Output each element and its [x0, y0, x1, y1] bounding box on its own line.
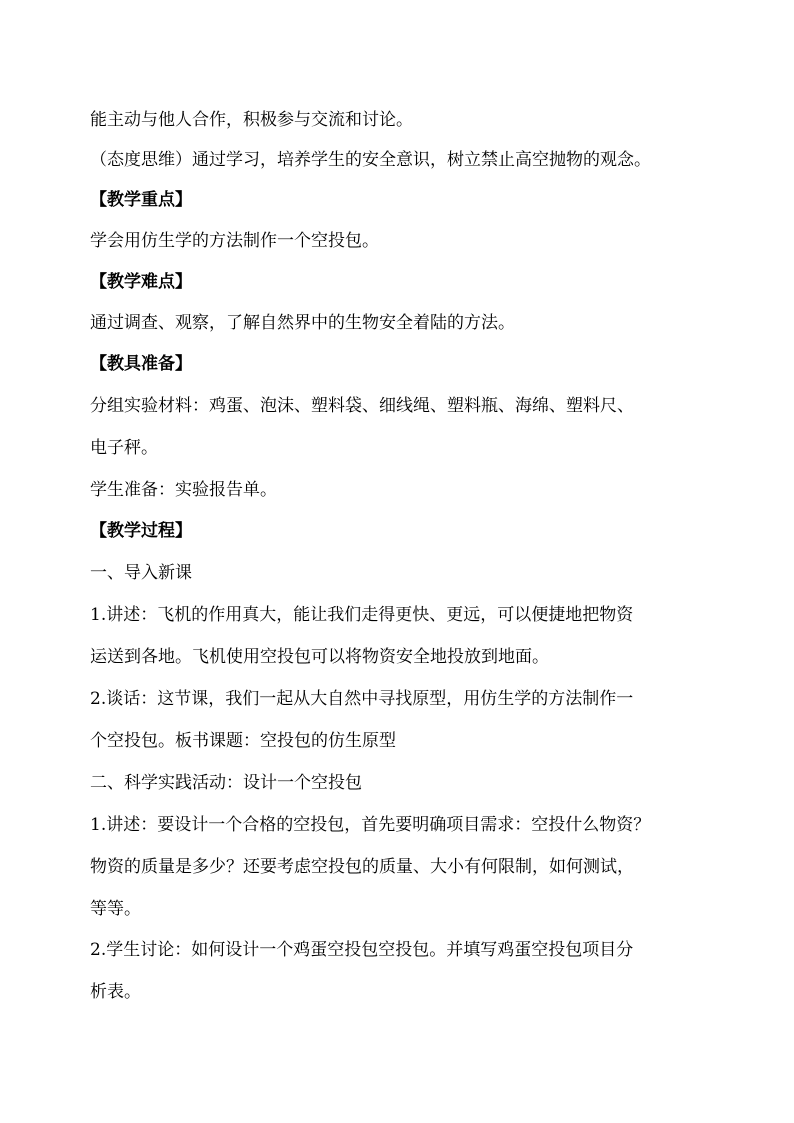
section-heading: 【教具准备】	[90, 354, 192, 374]
text-line: 1.讲述：飞机的作用真大，能让我们走得更快、更远，可以便捷地把物资	[90, 605, 634, 625]
text-line: 物资的质量是多少？还要考虑空投包的质量、大小有何限制，如何测试，	[90, 857, 634, 877]
text-line: 二、科学实践活动：设计一个空投包	[90, 773, 362, 793]
text-line: 学生准备：实验报告单。	[90, 480, 277, 500]
section-heading: 【教学过程】	[90, 521, 192, 541]
text-line: 学会用仿生学的方法制作一个空投包。	[90, 231, 379, 251]
text-line: 能主动与他人合作，积极参与交流和讨论。	[90, 110, 413, 130]
text-line: 个空投包。板书课题：空投包的仿生原型	[90, 731, 396, 751]
section-heading: 【教学难点】	[90, 272, 192, 292]
text-line: 析表。	[90, 982, 141, 1002]
text-line: 一、导入新课	[90, 563, 192, 583]
text-line: 2.学生讨论：如何设计一个鸡蛋空投包空投包。并填写鸡蛋空投包项目分	[90, 940, 634, 960]
text-line: （态度思维）通过学习，培养学生的安全意识，树立禁止高空抛物的观念。	[90, 150, 651, 170]
section-heading: 【教学重点】	[90, 190, 192, 210]
text-line: 运送到各地。飞机使用空投包可以将物资安全地投放到地面。	[90, 647, 549, 667]
text-line: 电子秤。	[90, 438, 158, 458]
text-line: 2.谈话：这节课，我们一起从大自然中寻找原型，用仿生学的方法制作一	[90, 689, 634, 709]
text-line: 等等。	[90, 899, 141, 919]
text-line: 通过调查、观察，了解自然界中的生物安全着陆的方法。	[90, 313, 515, 333]
text-line: 1.讲述：要设计一个合格的空投包，首先要明确项目需求：空投什么物资？	[90, 815, 651, 835]
text-line: 分组实验材料：鸡蛋、泡沫、塑料袋、细线绳、塑料瓶、海绵、塑料尺、	[90, 396, 634, 416]
